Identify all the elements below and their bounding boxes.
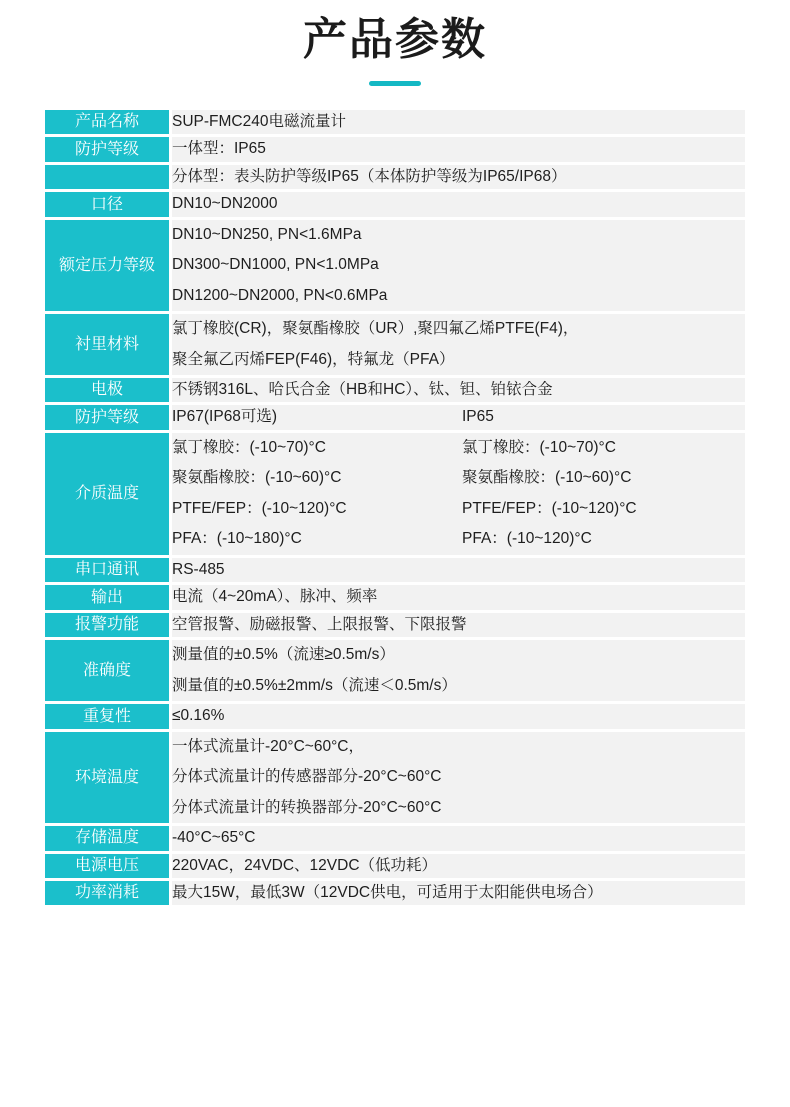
table-row — [45, 110, 745, 136]
row-label: 准确度 — [45, 639, 171, 703]
value-line: 一体式流量计-20°C~60°C， — [172, 737, 364, 755]
value-line: 氯丁橡胶(CR)，聚氨酯橡胶（UR）,聚四氟乙烯PTFE(F4)， — [172, 320, 579, 338]
value-line: 分体式流量计的转换器部分-20°C~60°C — [172, 798, 442, 816]
table-row — [45, 879, 745, 906]
row-value — [171, 163, 746, 190]
row-label: 功率消耗 — [45, 879, 171, 906]
value-line: RS-485 — [172, 560, 225, 578]
spec-table-body — [45, 110, 745, 907]
table-row — [45, 703, 745, 730]
row-label: 电源电压 — [45, 852, 171, 879]
value-line: 一体型：IP65 — [172, 140, 266, 158]
row-value — [171, 639, 746, 703]
row-value — [171, 218, 746, 312]
value-line-pair — [172, 524, 745, 554]
row-label: 重复性 — [45, 703, 171, 730]
row-value — [171, 584, 746, 611]
table-row — [45, 556, 745, 583]
value-line: 分体型：表头防护等级IP65（本体防护等级为IP65/IP68） — [172, 167, 567, 185]
value-col-b: IP65 — [462, 408, 494, 426]
table-row — [45, 611, 745, 638]
row-label: 衬里材料 — [45, 313, 171, 377]
value-col-b: 聚氨酯橡胶：(-10~60)°C — [462, 469, 632, 487]
row-value — [171, 191, 746, 218]
row-value — [171, 556, 746, 583]
row-label: 输出 — [45, 584, 171, 611]
value-line: DN10~DN2000 — [172, 195, 278, 213]
table-row — [45, 218, 745, 312]
row-label: 存储温度 — [45, 825, 171, 852]
value-line: DN1200~DN2000, PN<0.6MPa — [172, 286, 388, 304]
table-row — [45, 404, 745, 431]
table-row — [45, 584, 745, 611]
row-value — [171, 825, 746, 852]
value-line: SUP-FMC240电磁流量计 — [172, 112, 346, 130]
table-row — [45, 136, 745, 163]
row-value — [171, 313, 746, 377]
row-value — [171, 852, 746, 879]
value-col-a: IP67(IP68可选) — [172, 408, 278, 426]
value-line: ≤0.16% — [172, 707, 225, 725]
row-label: 产品名称 — [45, 110, 171, 136]
value-line-pair — [172, 405, 745, 429]
row-label: 口径 — [45, 191, 171, 218]
spec-table — [45, 110, 745, 909]
value-line-pair — [172, 463, 745, 493]
value-col-b: PFA：(-10~120)°C — [462, 530, 592, 548]
row-value — [171, 404, 746, 431]
table-row — [45, 377, 745, 404]
row-value — [171, 431, 746, 556]
value-line: 测量值的±0.5%（流速≥0.5m/s） — [172, 646, 395, 664]
row-label — [45, 163, 171, 190]
page-title: 产品参数 — [303, 15, 487, 64]
row-label: 电极 — [45, 377, 171, 404]
table-row — [45, 313, 745, 377]
row-label: 额定压力等级 — [45, 218, 171, 312]
value-line: 测量值的±0.5%±2mm/s（流速＜0.5m/s） — [172, 676, 457, 694]
value-line: 电流（4~20mA）、脉冲、频率 — [172, 588, 378, 606]
value-col-a: PFA：(-10~180)°C — [172, 530, 302, 548]
value-line: DN300~DN1000, PN<1.0MPa — [172, 256, 379, 274]
table-row — [45, 730, 745, 824]
table-row — [45, 431, 745, 556]
title-underline — [369, 81, 421, 86]
value-line: DN10~DN250, PN<1.6MPa — [172, 225, 362, 243]
value-line: 聚全氟乙丙烯FEP(F46)，特氟龙（PFA） — [172, 350, 455, 368]
title-block — [0, 0, 790, 86]
table-row — [45, 163, 745, 190]
value-line: -40°C~65°C — [172, 829, 256, 847]
row-label: 串口通讯 — [45, 556, 171, 583]
table-row — [45, 191, 745, 218]
table-row — [45, 825, 745, 852]
row-label: 介质温度 — [45, 431, 171, 556]
value-line: 不锈钢316L、哈氏合金（HB和HC）、钛、钽、铂铱合金 — [172, 381, 553, 399]
row-value — [171, 110, 746, 136]
row-value — [171, 703, 746, 730]
value-line: 220VAC，24VDC、12VDC（低功耗） — [172, 856, 438, 874]
value-col-a: PTFE/FEP：(-10~120)°C — [172, 499, 347, 517]
value-line: 空管报警、励磁报警、上限报警、下限报警 — [172, 615, 467, 633]
row-label: 报警功能 — [45, 611, 171, 638]
value-line-pair — [172, 494, 745, 524]
row-value — [171, 730, 746, 824]
row-value — [171, 377, 746, 404]
row-value — [171, 136, 746, 163]
value-line: 最大15W，最低3W（12VDC供电，可适用于太阳能供电场合） — [172, 883, 603, 901]
value-line-pair — [172, 433, 745, 463]
row-label: 防护等级 — [45, 404, 171, 431]
table-row — [45, 852, 745, 879]
value-col-a: 氯丁橡胶：(-10~70)°C — [172, 438, 326, 456]
row-label: 环境温度 — [45, 730, 171, 824]
row-value — [171, 879, 746, 906]
row-value — [171, 611, 746, 638]
table-row — [45, 639, 745, 703]
value-col-b: 氯丁橡胶：(-10~70)°C — [462, 438, 616, 456]
row-label: 防护等级 — [45, 136, 171, 163]
value-line: 分体式流量计的传感器部分-20°C~60°C — [172, 768, 442, 786]
value-col-a: 聚氨酯橡胶：(-10~60)°C — [172, 469, 342, 487]
value-col-b: PTFE/FEP：(-10~120)°C — [462, 499, 637, 517]
